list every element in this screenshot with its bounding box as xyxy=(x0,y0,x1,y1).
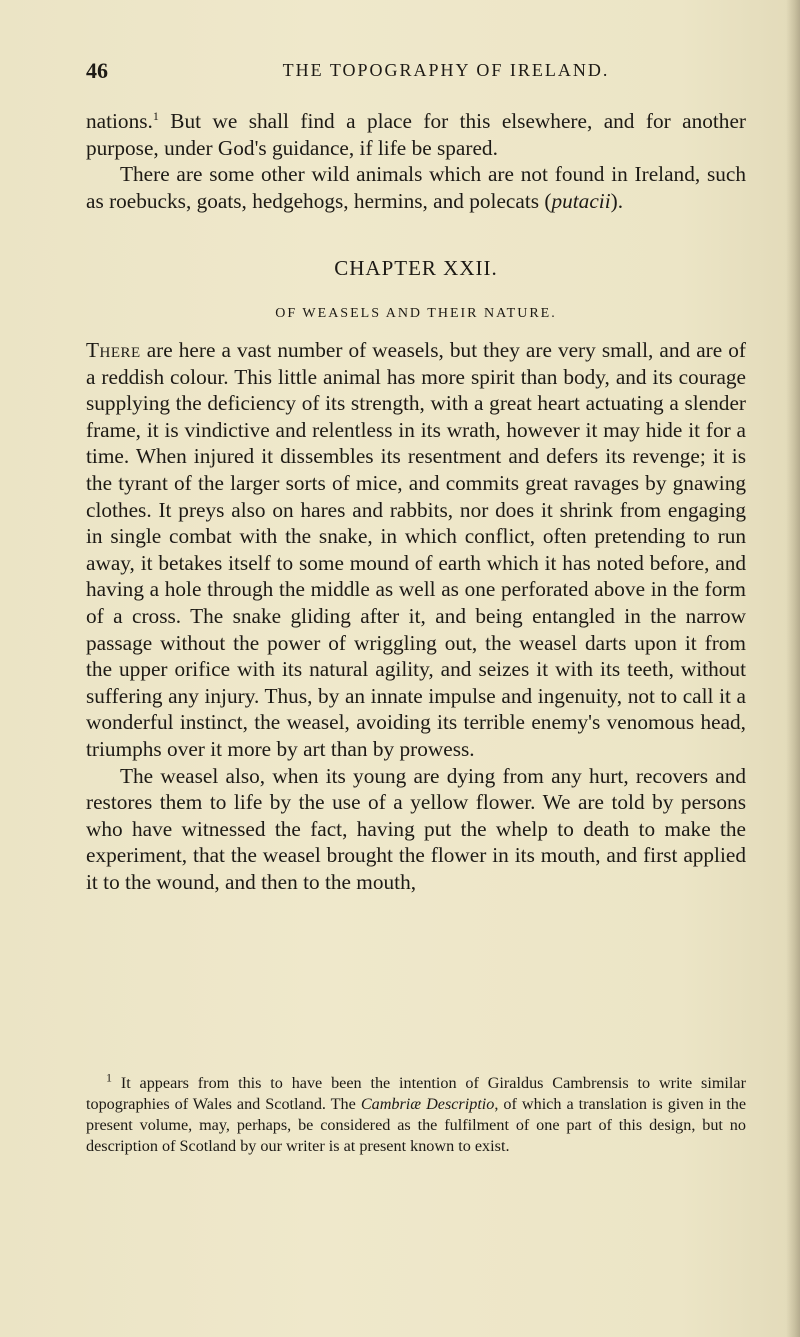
footnotes xyxy=(86,1070,747,1157)
chapter-subtitle: OF WEASELS AND THEIR NATURE. xyxy=(275,306,557,321)
footnote-italic-title: Cambriæ Descriptio xyxy=(360,1095,495,1113)
chapter-body xyxy=(86,337,746,895)
chapter-lead-word: There xyxy=(86,338,141,362)
chapter-paragraph-1: There are here a vast number of weasels, but they are very small, and are of a reddish colour. This little animal has more spirit than body, and its courage supplying the deficiency of its strength, with a great heart actuating a slender frame, it is vindictive and relentless in its wrath, however it may hide it for a time. When injured it dissembles its resentment and defers its revenge; it is the tyrant of the larger sorts of mice, and commits great ravages by gnawing clothes. It preys also on hares and rabbits, nor does it shrink from engaging in single combat with the snake, in which conflict, often pretending to run away, it betakes itself to some mound of earth which it has noted before, and having a hole through the middle as well as one perforated above in the form of a cross. The snake gliding after it, and being entangled in the narrow passage without the power of wriggling out, the weasel darts upon it from the upper orifice with its natural agility, and seizes it with its teeth, without suffering any injury. Thus, by an innate impulse and ingenuity, not to call it a wonderful instinct, the weasel, avoiding its terrible enemy's venomous head, triumphs over it more by art than by prowess. xyxy=(86,338,746,761)
page-number: 46 xyxy=(86,58,108,83)
footnote-mark: 1 xyxy=(106,1070,112,1085)
intro-paragraph-1: nations.$^1$ But we shall find a place for this elsewhere, and for another purpose, under God's guidance, if life be spared. xyxy=(86,108,746,160)
footnote-reference: 1 xyxy=(152,108,159,123)
page-edge-shadow xyxy=(786,0,800,1337)
chapter-paragraph-2: The weasel also, when its young are dying from any hurt, recovers and restores them to life by the use of a yellow flower. We are told by persons who have witnessed the fact, having put the whelp to death to make the experiment, that the weasel brought the flower in its mouth, and first applied it to the wound, and then to the mouth, xyxy=(86,763,746,894)
page-header xyxy=(86,58,746,88)
latin-term: putacii xyxy=(551,188,611,213)
intro-paragraph-2: There are some other wild animals which are not found in Ireland, such as roebucks, goats, hedgehogs, hermins, and polecats (putacii). xyxy=(86,162,746,213)
chapter-title: CHAPTER XXII. xyxy=(334,256,498,280)
footnote: $^1$ It appears from this to have been the intention of Giraldus Cambrensis to write similar topographies of Wales and Scotland. The Cambriæ Descriptio, of which a translation is given in the present volume, may, perhaps, be considered as the fulfilment of one part of this design, but no description of Scotland by our writer is at present known to exist. xyxy=(86,1070,747,1155)
intro-text xyxy=(86,108,746,214)
running-head: THE TOPOGRAPHY OF IRELAND. xyxy=(282,60,610,80)
